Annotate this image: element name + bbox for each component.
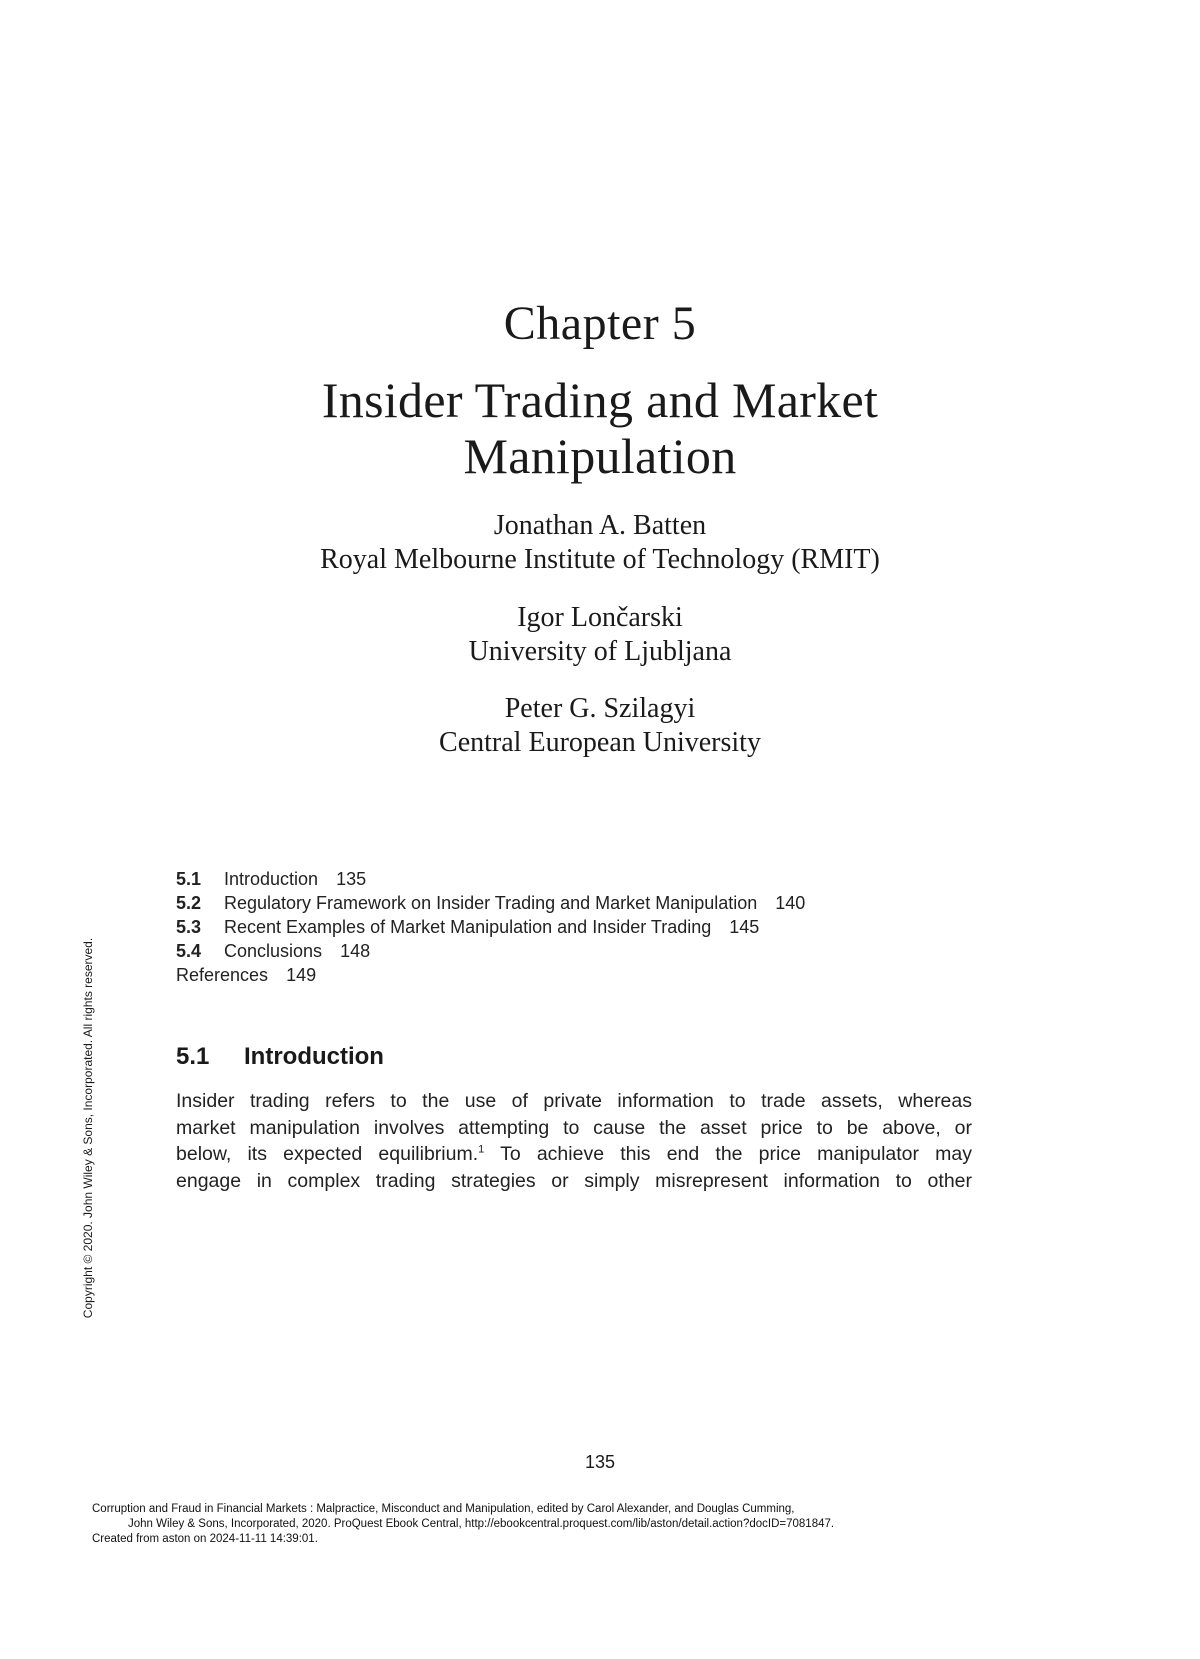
footnote-marker[interactable]: 1 — [478, 1143, 485, 1156]
author-affiliation: University of Ljubljana — [468, 636, 732, 667]
page-number: 135 — [584, 1452, 616, 1472]
citation-footer — [92, 1502, 834, 1547]
toc-entry[interactable] — [176, 915, 805, 939]
paragraph-line: Insider trading refers to the use of private information to trade assets, whereas — [176, 1090, 972, 1112]
toc-entry-title: Introduction — [224, 869, 319, 889]
footer-line: John Wiley & Sons, Incorporated, 2020. ProQuest Ebook Central, http://ebookcentral.proquest.com/lib/aston/detail.action?docID=7081847. — [128, 1518, 835, 1530]
chapter-title-line-2: Manipulation — [463, 428, 737, 484]
chapter-title-line-1: Insider Trading and Market — [321, 372, 879, 428]
author-name: Jonathan A. Batten — [493, 510, 707, 541]
footer-line: Corruption and Fraud in Financial Markets : Malpractice, Misconduct and Manipulation, edited by Carol Alexander, and Douglas Cumming, — [92, 1503, 795, 1515]
toc-entry-title: Conclusions — [224, 941, 323, 961]
author-block — [0, 601, 1200, 669]
body-paragraph — [176, 1088, 972, 1194]
toc-entry-number: 5.3 — [176, 917, 202, 937]
author-block — [0, 692, 1200, 760]
author-affiliation: Central European University — [439, 727, 761, 758]
toc-entry-title: References — [176, 965, 269, 985]
toc-entry-number: 5.2 — [176, 893, 202, 913]
author-affiliation: Royal Melbourne Institute of Technology (RMIT) — [320, 544, 880, 575]
toc-entry-title: Regulatory Framework on Insider Trading and Market Manipulation — [224, 893, 758, 913]
author-block — [0, 509, 1200, 577]
section-title: Introduction — [244, 1043, 384, 1070]
toc-entry-number: 5.4 — [176, 941, 202, 961]
table-of-contents — [176, 867, 805, 987]
paragraph-text: below, its expected equilibrium. — [176, 1143, 479, 1165]
paragraph-line: market manipulation involves attempting to cause the asset price to be above, or — [176, 1116, 972, 1139]
section-number: 5.1 — [176, 1043, 210, 1070]
toc-entry[interactable] — [176, 867, 805, 891]
paragraph-text: To achieve this end the price manipulator may — [484, 1143, 972, 1165]
toc-entry-page: 149 — [286, 965, 317, 985]
toc-entry-references[interactable] — [176, 963, 805, 987]
chapter-title — [200, 372, 1000, 484]
toc-entry[interactable] — [176, 891, 805, 915]
toc-entry[interactable] — [176, 939, 805, 963]
toc-entry-page: 140 — [775, 893, 806, 913]
section-heading — [176, 1042, 384, 1072]
toc-entry-title: Recent Examples of Market Manipulation and Insider Trading — [224, 917, 712, 937]
paragraph-line — [176, 1141, 972, 1168]
toc-entry-page: 145 — [729, 917, 760, 937]
toc-entry-page: 148 — [340, 941, 371, 961]
author-name: Igor Lončarski — [517, 602, 683, 633]
toc-entry-page: 135 — [336, 869, 367, 889]
footer-line: Created from aston on 2024-11-11 14:39:01. — [92, 1533, 318, 1545]
toc-entry-number: 5.1 — [176, 869, 202, 889]
paragraph-line: engage in complex trading strategies or simply misrepresent information to other — [176, 1169, 972, 1192]
chapter-number: Chapter 5 — [503, 297, 697, 350]
author-name: Peter G. Szilagyi — [504, 693, 696, 724]
copyright-notice: Copyright © 2020. John Wiley & Sons, Incorporated. All rights reserved. — [81, 937, 95, 1319]
